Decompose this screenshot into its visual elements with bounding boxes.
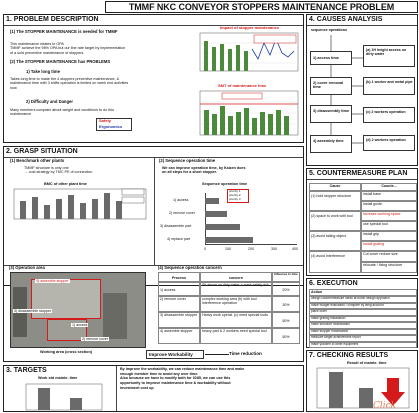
section-header: 2. GRASP SITUATION xyxy=(6,148,78,155)
cause-right: (c) 2 workers operation xyxy=(366,110,406,114)
section-header: 1. PROBLEM DESCRIPTION xyxy=(6,16,99,23)
problem-q1: (1) The STOPPER MAINTENANCE is needed for TMMF xyxy=(10,29,118,34)
time-reduction: Time reduction xyxy=(229,351,262,356)
smt-chart-svg xyxy=(192,88,302,140)
section-checking xyxy=(306,350,418,412)
cm-measure: install grip xyxy=(361,231,417,241)
x-tick: 200 xyxy=(248,247,254,251)
cause-left: 4) assembly time xyxy=(313,139,344,143)
impact-chart-svg xyxy=(192,29,302,77)
seq-step-label: 1) access xyxy=(173,198,189,202)
exec-row: make structure modification xyxy=(309,322,417,329)
concern-text: complex working area (b) with tool interference operation xyxy=(200,296,272,312)
cm-measure: increase working space xyxy=(361,211,417,221)
safety-box xyxy=(96,118,132,131)
x-tick: 300 xyxy=(271,247,277,251)
concern-header: Influence to time xyxy=(272,272,300,282)
problem-q2a-text: Takes long time to made the 4 stoppers preventive maintenance, & maintenance time with 3 shifts operation is limited on week end activities now xyxy=(10,77,129,90)
targets-chart xyxy=(24,382,104,412)
cause-left: 2) cover removal time xyxy=(313,81,344,90)
concern-process: 3) disassemble stopper xyxy=(158,312,200,328)
cm-col-header: Counte... xyxy=(361,183,417,191)
problem-q1-text: This maintenance relates to OPA TMMF achieve the 98% OPA but our line rate target by implementation of a sold preventive maintenance of stoppers xyxy=(10,42,126,55)
x-tick: 400 xyxy=(292,247,298,251)
targets-chart-title: Work std mainte. time xyxy=(38,376,78,380)
seq-chart-title: Sequence operation time xyxy=(202,182,248,186)
seq-step-label: 2) remove cover xyxy=(169,211,195,215)
targets-text: By improve the workability, we can reduce maintenance time and make enough member time to avoid any over time. Also because we have to modify both for 0285, we can use this opportunity to improve maintenance time & workability without investment cost up xyxy=(120,367,245,390)
grasp-s2: (2) Sequence operation time xyxy=(159,158,216,163)
impact-chart xyxy=(192,25,302,75)
cause-left: 3) disassembly time xyxy=(313,109,350,113)
smt-chart-title: SMT of maintenance time xyxy=(218,83,267,88)
safety-label: Safety xyxy=(99,118,112,123)
seq-bar xyxy=(205,224,240,230)
exec-row: place order xyxy=(309,309,417,316)
photo-label: 3) disassemble stopper xyxy=(14,309,52,313)
bmc-chart xyxy=(10,187,150,223)
section-header: 6. EXECUTION xyxy=(309,280,358,287)
problem-q2b-text: Many members complain about weight and conditions to do this maintenance xyxy=(10,108,114,117)
arrow-line xyxy=(205,354,229,355)
seq-bar xyxy=(205,198,219,204)
section-execution xyxy=(306,278,418,348)
cm-cause: (4) avoid interference xyxy=(309,251,361,273)
concern-influence: 50% xyxy=(272,328,300,344)
concern-header: Process xyxy=(158,272,200,282)
photo-label: 4) assemble stopper xyxy=(36,279,69,283)
impact-chart-title: Impact of stopper maintenance xyxy=(220,25,280,30)
watermark: Click xyxy=(373,401,397,411)
grasp-s2-text: We can improve operation time, by Kaizen does on all steps for a short stopper. xyxy=(162,166,246,175)
cm-measure: use special tool xyxy=(361,221,417,231)
seq-operations-label: sequence operations xyxy=(311,28,347,32)
cause-left: 1) access time xyxy=(313,56,339,60)
grasp-s1: (1) Benchmark other plants xyxy=(10,158,65,163)
section-countermeasure xyxy=(306,168,418,276)
exec-col-header: Action xyxy=(309,289,417,296)
concern-process: 1) access xyxy=(158,282,200,296)
bmc-chart-title: BMC of other plant time xyxy=(44,182,87,186)
seq-bar xyxy=(205,237,253,243)
improve-workability: Improve Workability xyxy=(149,352,193,357)
improve-workability-box xyxy=(146,350,204,359)
grasp-s1-text: TMMF structure is only one → cost strategy by TMC PE of connection xyxy=(24,166,93,175)
section-causes xyxy=(306,14,418,166)
seq-bar xyxy=(205,211,227,217)
cause-right: (a) 1H height access on dirty water xyxy=(366,48,407,57)
section-header: 4. CAUSES ANALYSIS xyxy=(309,16,383,23)
x-tick: 100 xyxy=(225,247,231,251)
cm-cause: (1) hold stopper structure xyxy=(309,191,361,211)
concern-process: 4) assemble stopper xyxy=(158,328,200,344)
problem-q2a: 1) Take long time xyxy=(26,69,60,74)
cm-col-header: Cause xyxy=(309,183,361,191)
grasp-s4: (4) Sequence operation concern xyxy=(158,265,222,270)
causes-connectors xyxy=(307,15,419,165)
exec-row: measure target achievement report xyxy=(309,335,417,342)
cause-right: (b) 1 worker and metal pipe xyxy=(366,80,413,84)
cm-measure: install guide xyxy=(361,201,417,211)
section-targets xyxy=(3,365,304,412)
title-bar xyxy=(105,1,418,13)
concern-process: 2) remove cover xyxy=(158,296,200,312)
seq-step-label: 3) disassemble part xyxy=(160,224,192,228)
exec-row: make grating installation xyxy=(309,316,417,323)
concern-influence: 20% xyxy=(272,282,300,296)
concern-influence: 30% xyxy=(272,296,300,312)
x-tick: 0 xyxy=(204,247,206,251)
checking-chart-title: Result of mainte. time xyxy=(347,361,387,365)
seq-chart xyxy=(159,187,301,257)
cm-measure: relocate / fixing structure xyxy=(361,262,417,273)
operation-photo xyxy=(10,272,146,348)
concern-influence: 50% xyxy=(272,312,300,328)
cm-measure: install grating xyxy=(361,241,417,251)
section-header: 3. TARGETS xyxy=(6,367,47,374)
legend-entry: priority 3 xyxy=(229,197,241,201)
ergonomics-label: Ergonomics xyxy=(99,124,123,129)
legend-entry: priority 2 xyxy=(229,193,241,197)
cm-measure: Cut cover reduce size xyxy=(361,251,417,262)
working-area-caption: Working area (cross section) xyxy=(40,350,93,354)
problem-q2b: 2) Difficulty and Danger xyxy=(26,99,73,104)
problem-q2: (2) The STOPPER MAINTENANCE has PROBLEMS xyxy=(10,59,111,64)
cm-measure: install base xyxy=(361,191,417,201)
concern-text: heavy part & 2 workers need special tool xyxy=(200,328,272,344)
section-problem xyxy=(3,14,304,143)
seq-step-label: 4) replace part xyxy=(167,237,191,241)
exec-row: make stopper modification xyxy=(309,329,417,336)
concern-header: concern xyxy=(200,272,272,282)
concern-table xyxy=(158,272,300,352)
concern-text: Sit above on dirty water + mark safety risk xyxy=(200,282,272,296)
exec-row: make yokoten to other equipment xyxy=(309,342,417,349)
photo-label: 1) access xyxy=(72,323,88,327)
checking-chart xyxy=(313,366,413,412)
page-title: TMMF NKC CONVEYOR STOPPERS MAINTENANCE PROBLEM xyxy=(128,2,395,12)
grasp-s3: (3) Operation area xyxy=(9,265,45,270)
section-header: 7. CHECKING RESULTS xyxy=(309,352,389,359)
cm-cause: (3) avoid falling object xyxy=(309,231,361,251)
cause-right: (d) 2 workers operation xyxy=(366,138,406,142)
section-header: 5. COUNTERMEASURE PLAN xyxy=(309,170,408,177)
smt-chart xyxy=(192,83,302,141)
cm-cause: (2) space to work with tool xyxy=(309,211,361,231)
legend-box xyxy=(227,189,249,203)
legend-entry: priority 1 xyxy=(229,189,241,193)
exec-row: design countermeasure ideas at booth design approach xyxy=(309,296,417,303)
photo-label: 2) remove cover xyxy=(82,337,108,341)
concern-text: Heavy work operat. (c) need special tools xyxy=(200,312,272,328)
exec-row: make budget evaluation / compare by filing account xyxy=(309,303,417,310)
